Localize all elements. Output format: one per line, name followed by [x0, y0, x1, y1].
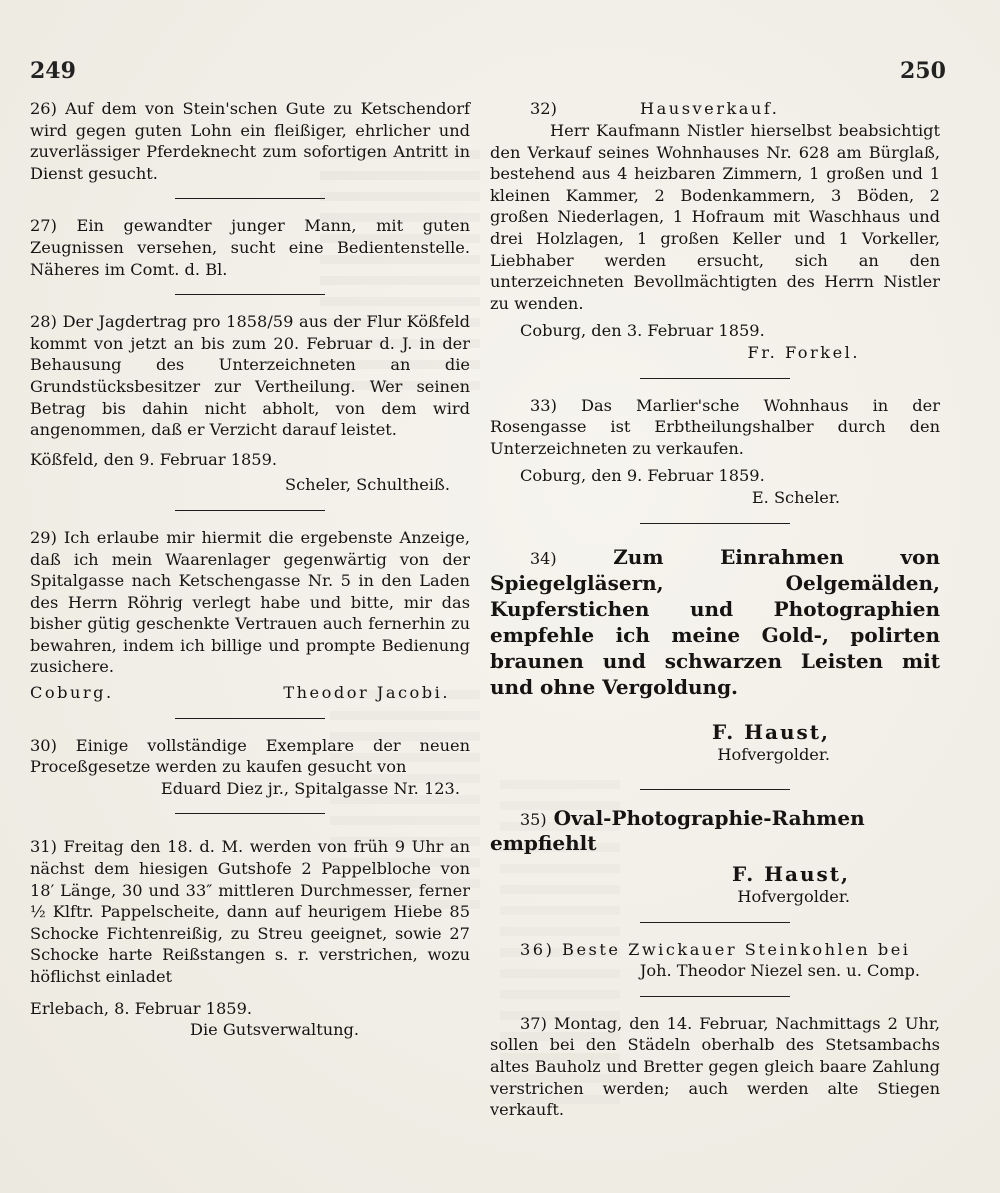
divider-rule [640, 922, 790, 923]
divider-rule [175, 198, 325, 199]
ad-29-signature: Theodor Jacobi. [283, 683, 450, 703]
divider-rule [640, 996, 790, 997]
ad-29-text: 29) Ich erlaube mir hiermit die ergebenste Anzeige, daß ich mein Waarenlager gegenwärtig von der Spitalgasse nach Ketschengasse Nr. 5 in den Laden des Herrn Röhrig verlegt habe und bitte, mir das bisher gütig geschenkte Vertrauen auch fernerhin zu bewahren, indem ich billige und prompte Bedienung zusichere. [30, 527, 470, 677]
ad-32-heading: Hausverkauf. [640, 99, 780, 118]
page-number-right: 250 [900, 58, 946, 84]
ad-31-place-date: Erlebach, 8. Februar 1859. [30, 998, 253, 1018]
ad-27-text: 27) Ein gewandter junger Mann, mit guten Zeugnissen versehen, sucht eine Bedientenstelle. Näheres im Comt. d. Bl. [30, 216, 470, 279]
ad-35-title: Hofvergolder. [737, 887, 850, 907]
ad-32-number: 32) [530, 99, 557, 118]
right-column [490, 98, 940, 1131]
ad-31-text: 31) Freitag den 18. d. M. werden von früh 9 Uhr an nächst dem hiesigen Gutshofe 2 Pappelbloche von 18′ Länge, 30 und 33″ mittleren Durchmesser, ferner ½ Klftr. Pappelscheite, dann auf heurigem Hiebe 85 Schocke Fichtenreißig, zu Streu geeignet, sowie 27 Schocke harte Reißstangen s. r. verstrichen, wozu höflichst einladet [30, 837, 470, 986]
ad-29-footer [30, 682, 470, 704]
ad-29-place: Coburg. [30, 683, 114, 703]
advertisement-30 [30, 735, 470, 800]
ad-28-signature: Scheler, Schultheiß. [285, 475, 450, 495]
advertisement-36 [490, 939, 940, 982]
ad-35-body: Oval-Photographie-Rahmen empfiehlt [490, 806, 865, 856]
ad-34-text [490, 544, 940, 700]
advertisement-33 [490, 395, 940, 509]
ad-34-firm: F. Haust, [712, 719, 830, 744]
ad-28-text: 28) Der Jagdertrag pro 1858/59 aus der Flur Kößfeld kommt von jetzt an bis zum 20. Februar d. J. in der Behausung des Unterzeichneten an die Grundstücksbesitzer zur Vertheilung. Wer seinen Betrag bis dahin nicht abholt, von dem wird angenommen, daß er Verzicht darauf leistet. [30, 312, 470, 440]
page-number-left: 249 [30, 58, 76, 84]
ad-35-text [490, 806, 940, 856]
ad-32-signature: Fr. Forkel. [747, 342, 860, 362]
ad-35-firm: F. Haust, [732, 862, 850, 887]
divider-rule [175, 294, 325, 295]
ad-34-body: Zum Einrahmen von Spiegelgläsern, Oelgemälden, Kupferstichen und Photographien empfehle ich meine Gold-, polirten braunen und schwarzen Leisten mit und ohne Vergoldung. [490, 544, 940, 699]
advertisement-29 [30, 527, 470, 704]
ad-26-text: 26) Auf dem von Stein'schen Gute zu Ketschendorf wird gegen guten Lohn ein fleißiger, ehrlicher und zuverlässiger Pferdeknecht zum sofortigen Antritt in Dienst gesucht. [30, 99, 470, 183]
ad-30-text: 30) Einige vollständige Exemplare der neuen Proceßgesetze werden zu kaufen gesucht von [30, 735, 470, 777]
divider-rule [175, 510, 325, 511]
ad-33-text: 33) Das Marlier'sche Wohnhaus in der Rosengasse ist Erbtheilungshalber durch den Unterzeichneten zu verkaufen. [490, 395, 940, 458]
ad-36-text: 36) Beste Zwickauer Steinkohlen bei [520, 939, 911, 959]
ad-32-text: Herr Kaufmann Nistler hierselbst beabsichtigt den Verkauf seines Wohnhauses Nr. 628 am Bürglaß, bestehend aus 4 heizbaren Zimmern, 1 großen und 1 kleinen Kammer, 2 Bodenkammern, 3 Böden, 2 großen Niederlagen, 1 Hofraum mit Waschhaus und drei Holzlagen, 1 großen Keller und 1 Vorkeller, Liebhaber werden ersucht, sich an den unterzeichneten Bevollmächtigten des Herrn Nistler zu wenden. [490, 121, 940, 313]
ad-31-signature: Die Gutsverwaltung. [190, 1020, 360, 1040]
ad-28-place-date: Kößfeld, den 9. Februar 1859. [30, 449, 278, 469]
divider-rule [175, 718, 325, 719]
ad-35-number: 35) [520, 810, 547, 830]
ad-33-place-date: Coburg, den 9. Februar 1859. [520, 466, 765, 486]
ad-30-signature: Eduard Diez jr., Spitalgasse Nr. 123. [160, 778, 460, 798]
advertisement-37 [490, 1013, 940, 1121]
ad-32-place-date: Coburg, den 3. Februar 1859. [520, 321, 765, 341]
ad-36-signature: Joh. Theodor Niezel sen. u. Comp. [639, 961, 920, 981]
divider-rule [175, 813, 325, 814]
advertisement-35 [490, 806, 940, 908]
ad-33-signature: E. Scheler. [751, 487, 840, 507]
ad-34-title: Hofvergolder. [717, 744, 830, 764]
advertisement-34 [490, 544, 940, 766]
ad-37-text: 37) Montag, den 14. Februar, Nachmittags 2 Uhr, sollen bei den Städeln oberhalb des Stetsambachs altes Bauholz und Bretter gegen gleich baare Zahlung verstrichen werden; auch werden alte Stiegen verkauft. [490, 1013, 940, 1120]
divider-rule [640, 378, 790, 379]
left-column [30, 98, 470, 1051]
advertisement-27 [30, 215, 470, 280]
advertisement-26 [30, 98, 470, 184]
ad-34-number: 34) [530, 548, 557, 568]
divider-rule [640, 523, 790, 524]
advertisement-32 [490, 98, 940, 364]
ad-32-heading-row [490, 98, 940, 120]
advertisement-28 [30, 311, 470, 496]
divider-rule [640, 789, 790, 790]
advertisement-31 [30, 836, 470, 1040]
